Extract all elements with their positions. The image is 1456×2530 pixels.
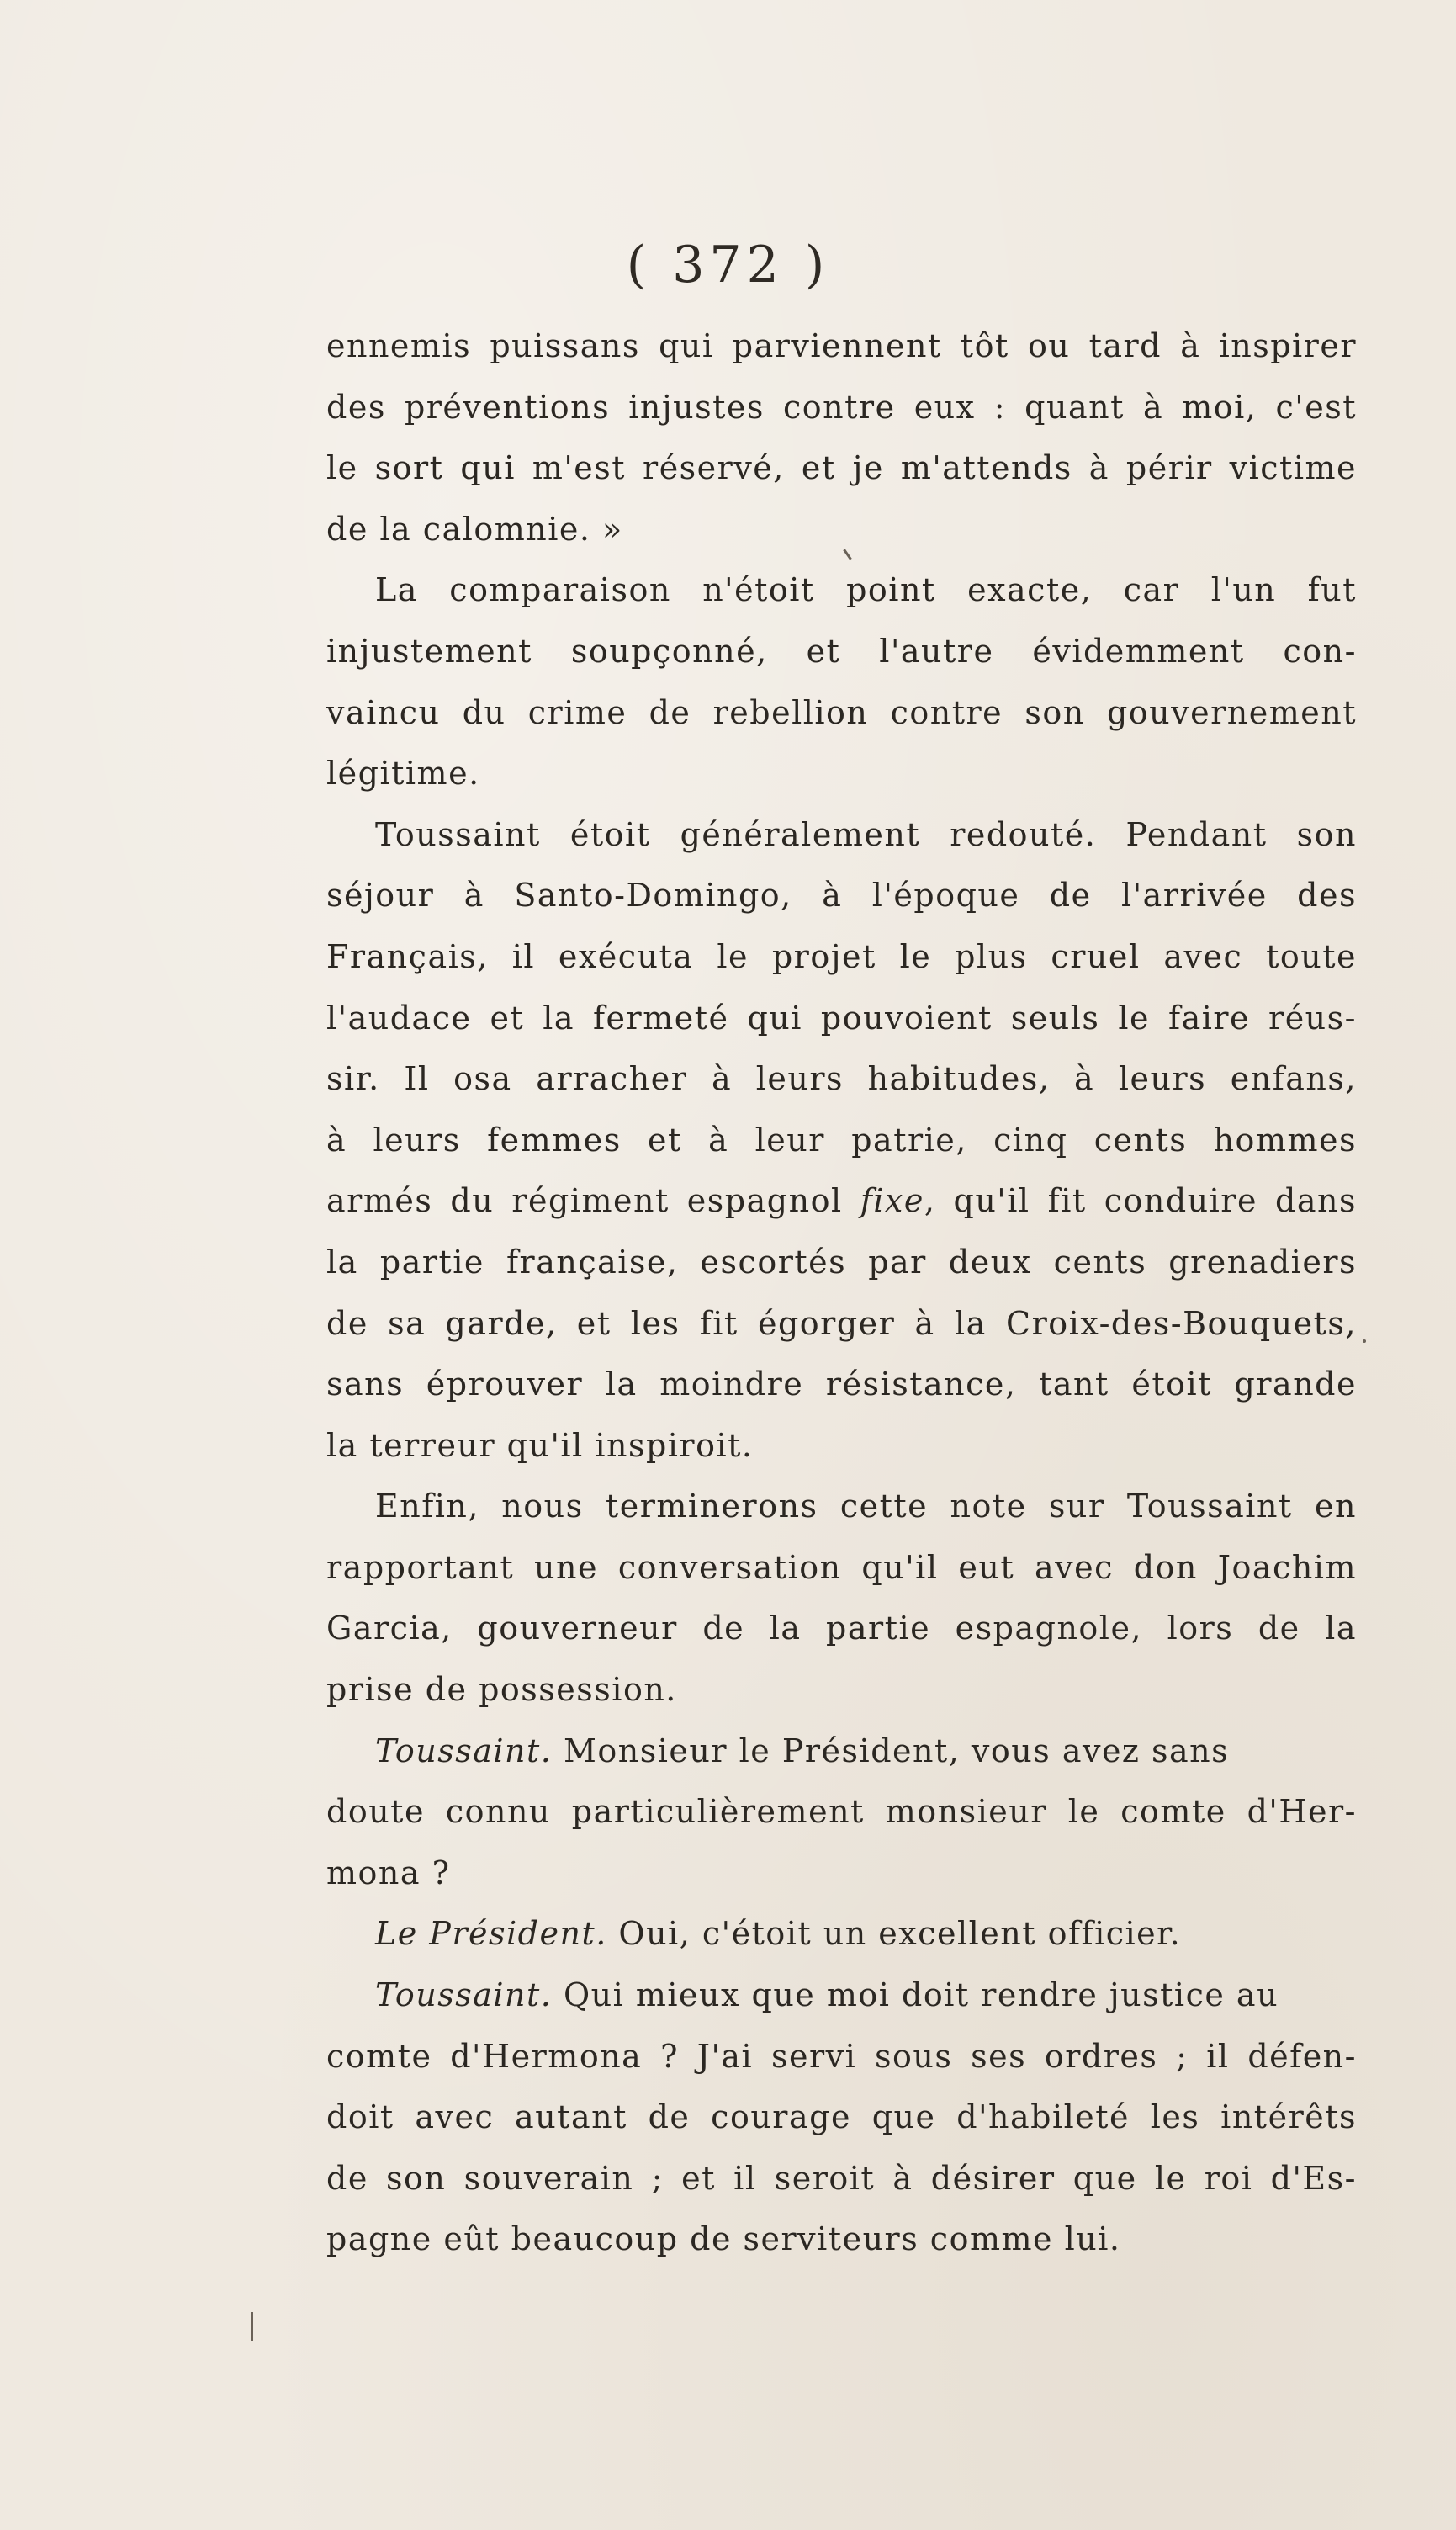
text-line: mona ? — [326, 1854, 451, 1891]
text-line — [326, 1965, 1357, 2026]
text-segment: Monsieur le Président, vous avez sans — [563, 1732, 1230, 1769]
speaker-label: Toussaint. — [375, 1976, 553, 2014]
text-line — [326, 1721, 1357, 1782]
text-line: des préventions injustes contre eux : quant à moi, c'est — [326, 388, 1357, 426]
text-line: comte d'Hermona ? J'ai servi sous ses ordres ; il défen- — [326, 2037, 1357, 2075]
text-line: doute connu particulièrement monsieur le comte d'Her- — [326, 1793, 1357, 1831]
text-line: ennemis puissans qui parviennent tôt ou tard à inspirer — [326, 327, 1357, 364]
text-line: le sort qui m'est réservé, et je m'attends à périr victime — [326, 449, 1357, 487]
text-segment: armés du régiment espagnol — [326, 1182, 843, 1220]
text-line: la partie française, escortés par deux cents grenadiers — [326, 1243, 1357, 1281]
text-line: sir. Il osa arracher à leurs habitudes, à leurs enfans, — [326, 1060, 1357, 1098]
text-block — [326, 316, 1357, 2270]
text-line: La comparaison n'étoit point exacte, car l'un fut — [375, 571, 1357, 609]
text-line: légitime. — [326, 755, 480, 793]
text-line: la terreur qu'il inspiroit. — [326, 1426, 754, 1464]
page-number: ( 372 ) — [626, 236, 830, 294]
text-line: doit avec autant de courage que d'habileté les intérêts — [326, 2098, 1357, 2136]
text-line: Garcia, gouverneur de la partie espagnole, lors de la — [326, 1610, 1357, 1647]
margin-mark — [251, 2312, 253, 2341]
text-line: l'audace et la fermeté qui pouvoient seuls le faire réus- — [326, 999, 1357, 1037]
margin-mark — [1363, 1339, 1366, 1343]
text-line: vaincu du crime de rebellion contre son gouvernement — [326, 693, 1357, 731]
text-line: de sa garde, et les fit égorger à la Croix-des-Bouquets, — [326, 1304, 1357, 1342]
text-line: à leurs femmes et à leur patrie, cinq cents hommes — [326, 1121, 1357, 1159]
text-line: sans éprouver la moindre résistance, tant étoit grande — [326, 1366, 1357, 1403]
text-line: injustement soupçonné, et l'autre évidemment con- — [326, 632, 1357, 670]
speaker-label: Toussaint. — [375, 1732, 553, 1769]
text-line: de son souverain ; et il seroit à désirer que le roi d'Es- — [326, 2159, 1357, 2197]
text-line: Enfin, nous terminerons cette note sur Toussaint en — [375, 1488, 1357, 1525]
text-line: Français, il exécuta le projet le plus cruel avec toute — [326, 937, 1357, 975]
italic-word: fixe — [860, 1182, 924, 1220]
text-line: séjour à Santo-Domingo, à l'époque de l'arrivée des — [326, 877, 1357, 915]
text-line — [326, 1170, 1357, 1232]
text-line: Toussaint étoit généralement redouté. Pendant son — [375, 815, 1357, 853]
text-segment: Oui, c'étoit un excellent officier. — [618, 1915, 1182, 1953]
speaker-label: Le Président. — [375, 1915, 607, 1953]
text-line — [326, 1903, 1357, 1965]
text-line: prise de possession. — [326, 1671, 677, 1709]
text-line: pagne eût beaucoup de serviteurs comme lui. — [326, 2220, 1121, 2258]
text-line: rapportant une conversation qu'il eut avec don Joachim — [326, 1548, 1357, 1586]
text-segment: Qui mieux que moi doit rendre justice au — [563, 1976, 1279, 2014]
text-line: de la calomnie. » — [326, 510, 623, 548]
text-segment: , qu'il fit conduire dans — [924, 1182, 1357, 1220]
